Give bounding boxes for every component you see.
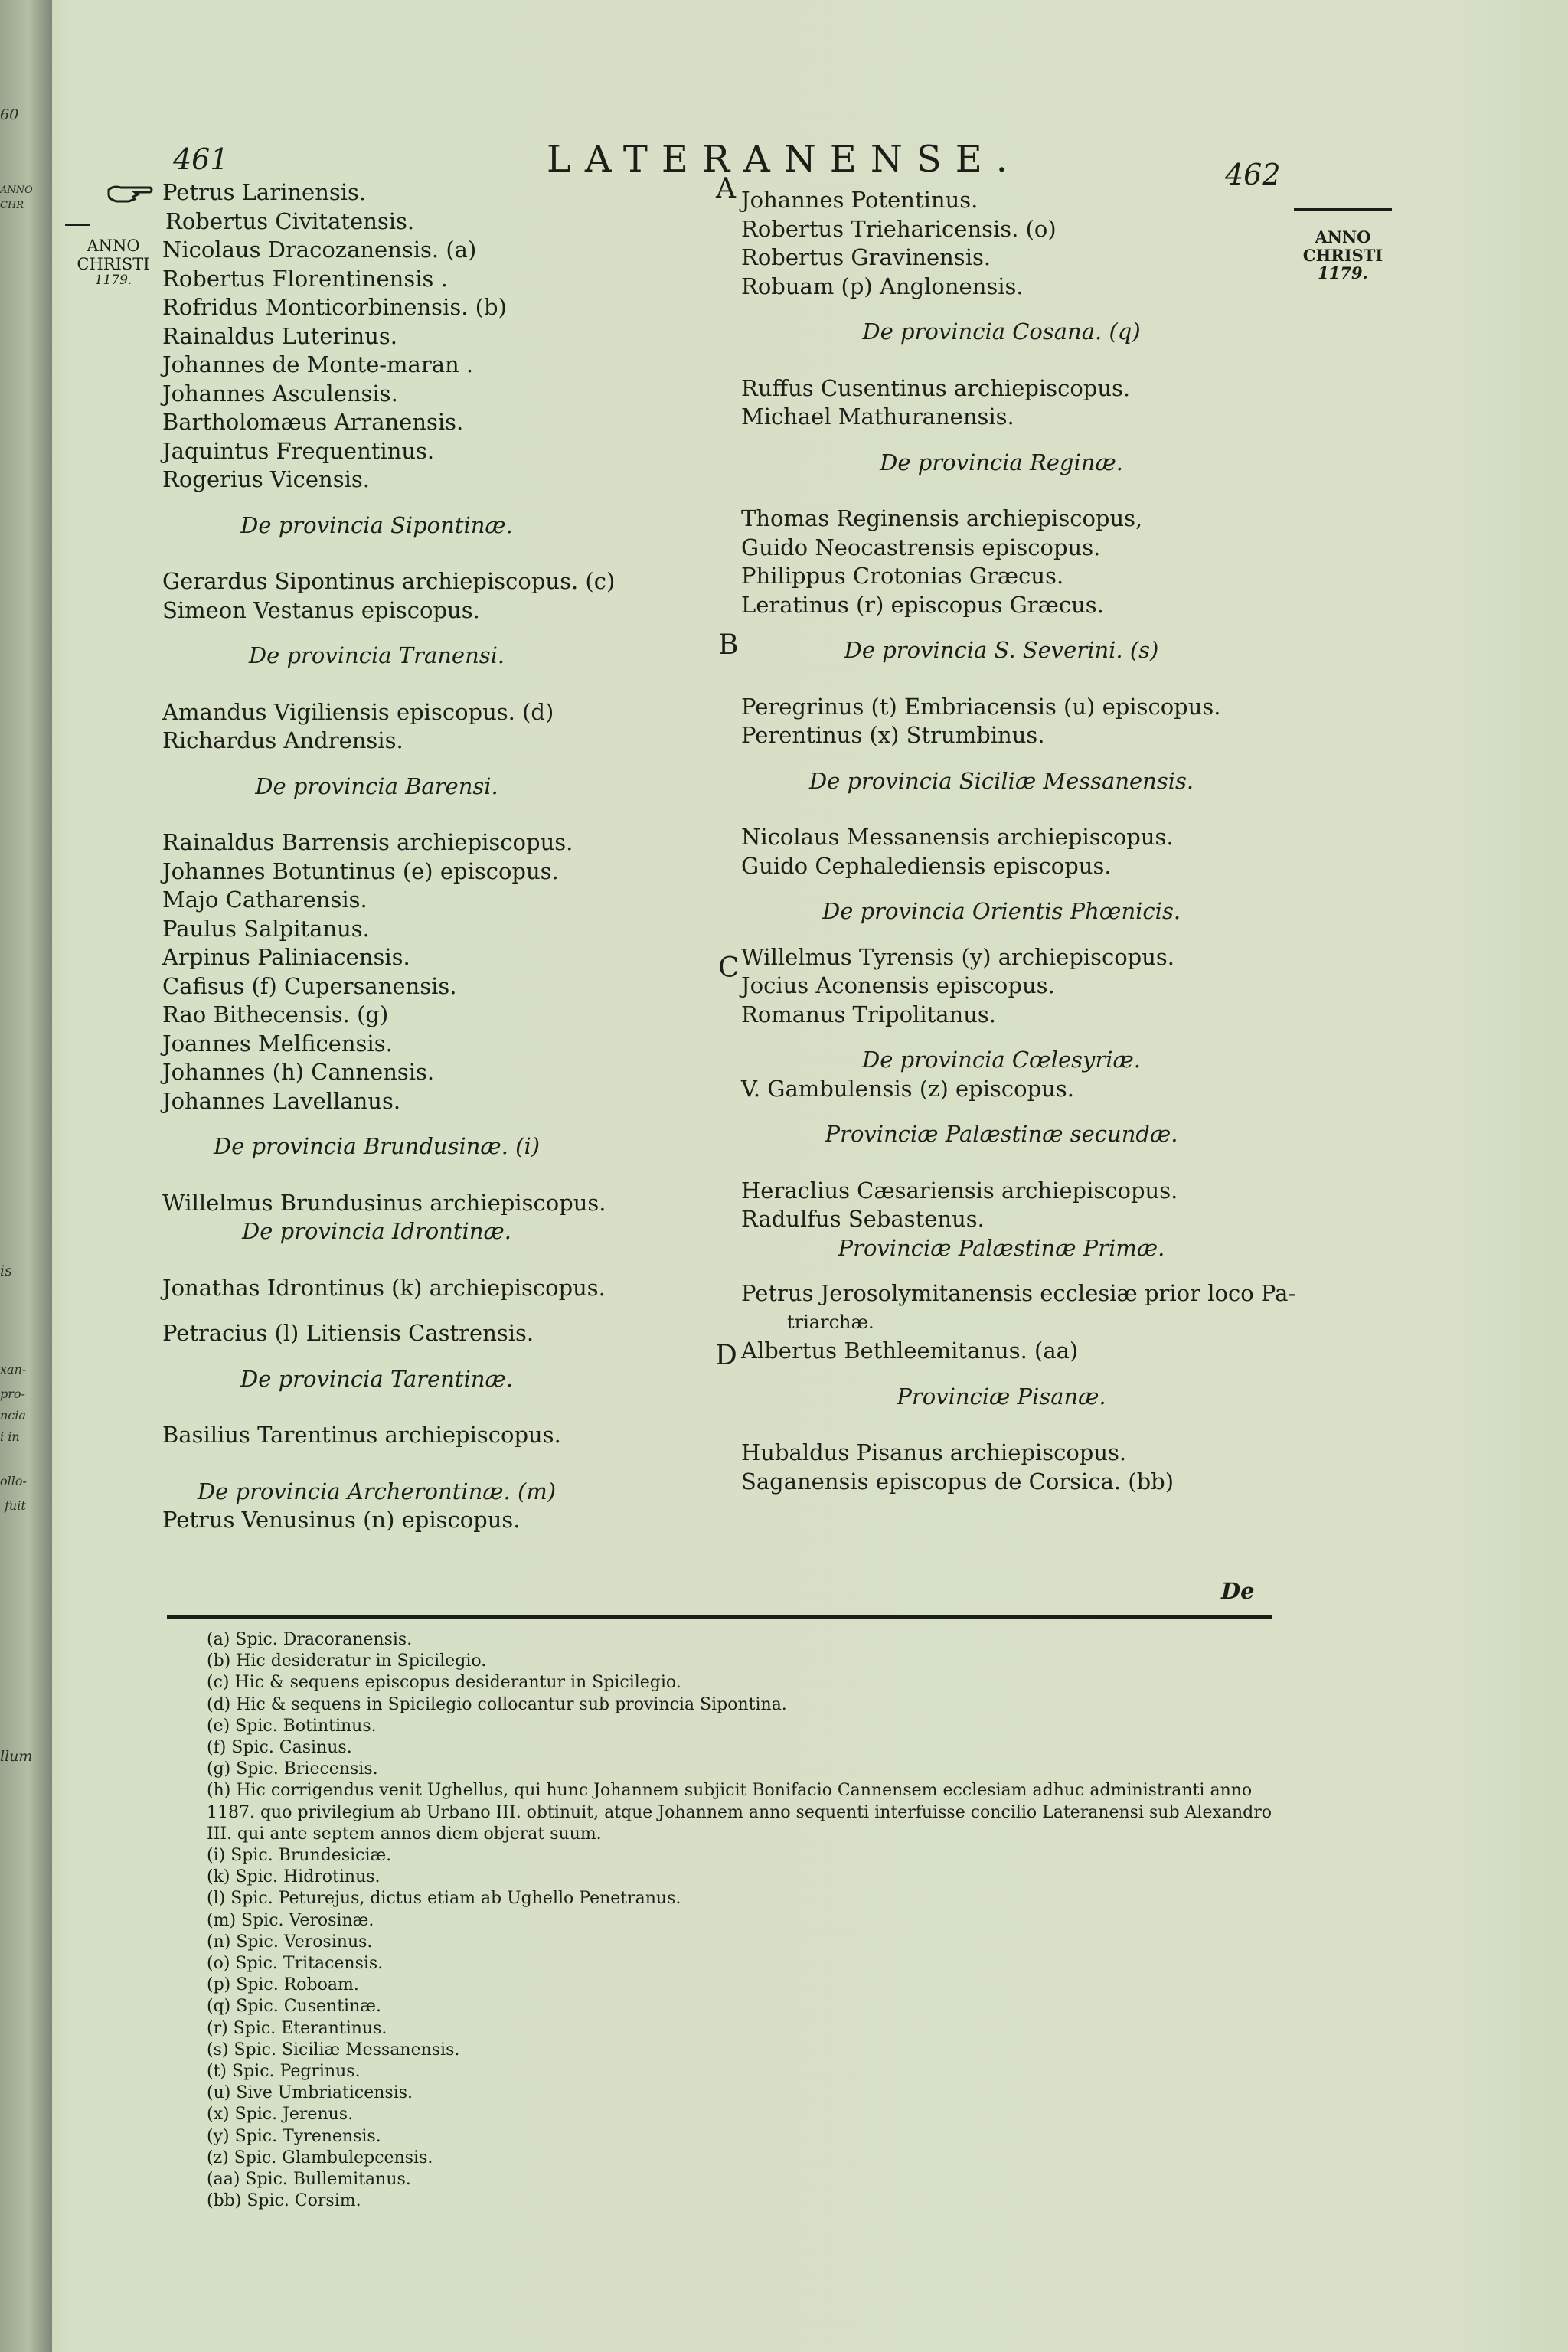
prev-page-fragment: xan- bbox=[0, 1362, 27, 1377]
section-heading: De provincia Orientis Phœnicis. bbox=[822, 898, 1181, 924]
section-heading: De provincia Barensi. bbox=[255, 773, 498, 799]
list-item: Leratinus (r) episcopus Græcus. bbox=[741, 591, 1104, 618]
year-label: 1179. bbox=[94, 273, 132, 289]
footnote: (d) Hic & sequens in Spicilegio collocantur sub provincia Sipontina. bbox=[207, 1694, 787, 1714]
list-item: Rao Bithecensis. (g) bbox=[162, 1001, 389, 1027]
section-letter-d: D bbox=[715, 1340, 737, 1371]
list-item: Basilius Tarentinus archiepiscopus. bbox=[162, 1422, 561, 1448]
list-item: triarchæ. bbox=[787, 1311, 874, 1333]
section-heading: De provincia Tarentinæ. bbox=[240, 1365, 514, 1392]
list-item: Saganensis episcopus de Corsica. (bb) bbox=[741, 1468, 1174, 1494]
footnote-divider bbox=[167, 1615, 1272, 1619]
list-item: Rofridus Monticorbinensis. (b) bbox=[162, 294, 507, 320]
list-item: Nicolaus Dracozanensis. (a) bbox=[162, 237, 477, 263]
list-item: Arpinus Paliniacensis. bbox=[162, 944, 410, 970]
list-item: Hubaldus Pisanus archiepiscopus. bbox=[741, 1439, 1127, 1465]
list-item: Johannes de Monte-maran . bbox=[162, 351, 474, 377]
catchword: De bbox=[1221, 1578, 1255, 1604]
section-heading: Provinciæ Palæstinæ Primæ. bbox=[838, 1234, 1165, 1261]
list-item: Robertus Florentinensis . bbox=[162, 265, 448, 292]
list-item: Bartholomæus Arranensis. bbox=[162, 409, 464, 435]
left-margin-year-note bbox=[67, 237, 159, 288]
list-item: Willelmus Tyrensis (y) archiepiscopus. bbox=[741, 943, 1175, 970]
list-item: Petracius (l) Litiensis Castrensis. bbox=[162, 1320, 534, 1346]
list-item: Johannes Lavellanus. bbox=[162, 1087, 401, 1114]
footnote: (i) Spic. Brundesiciæ. bbox=[207, 1846, 392, 1866]
list-item: Simeon Vestanus episcopus. bbox=[162, 596, 480, 623]
footnote: (a) Spic. Dracoranensis. bbox=[207, 1630, 413, 1649]
list-item: Guido Cephalediensis episcopus. bbox=[741, 852, 1112, 879]
section-letter-c: C bbox=[718, 952, 740, 984]
prev-page-fragment: ANNO bbox=[0, 185, 33, 196]
footnote: (k) Spic. Hidrotinus. bbox=[207, 1867, 381, 1887]
list-item: Amandus Vigiliensis episcopus. (d) bbox=[162, 698, 554, 725]
prev-page-fragment: pro- bbox=[0, 1387, 25, 1401]
right-margin-year-note bbox=[1294, 228, 1392, 283]
list-item: Romanus Tripolitanus. bbox=[741, 1001, 996, 1027]
list-item: Ruffus Cusentinus archiepiscopus. bbox=[741, 374, 1131, 401]
section-heading: De provincia Archerontinæ. (m) bbox=[197, 1478, 557, 1504]
footnote: (e) Spic. Botintinus. bbox=[207, 1716, 377, 1736]
list-item: Rainaldus Barrensis archiepiscopus. bbox=[162, 829, 573, 855]
prev-page-fragment: CHR bbox=[0, 200, 24, 211]
prev-page-fragment: ncia bbox=[0, 1408, 26, 1423]
right-column bbox=[741, 186, 1296, 1496]
footnote: (r) Spic. Eterantinus. bbox=[207, 2018, 387, 2038]
section-heading: De provincia Tranensi. bbox=[248, 642, 505, 668]
anno-label: ANNO bbox=[1315, 227, 1371, 247]
list-item: Johannes Potentinus. bbox=[741, 187, 978, 213]
list-item: Richardus Andrensis. bbox=[162, 727, 403, 753]
list-item: Johannes Botuntinus (e) episcopus. bbox=[162, 858, 559, 884]
left-column bbox=[162, 178, 714, 1535]
section-letter-a: A bbox=[716, 173, 736, 204]
christi-label: CHRISTI bbox=[1302, 245, 1383, 265]
list-item: Peregrinus (t) Embriacensis (u) episcopus. bbox=[741, 693, 1221, 720]
prev-page-fragment: ollo- bbox=[0, 1474, 27, 1488]
christi-label: CHRISTI bbox=[77, 254, 150, 273]
footnote: (z) Spic. Glambulepcensis. bbox=[207, 2148, 433, 2167]
list-item: Joannes Melficensis. bbox=[162, 1030, 393, 1057]
list-item: Gerardus Sipontinus archiepiscopus. (c) bbox=[162, 568, 616, 594]
section-heading: De provincia Reginæ. bbox=[880, 449, 1123, 475]
previous-page-edge bbox=[0, 0, 52, 2352]
list-item: Petrus Jerosolymitanensis ecclesiæ prior loco Pa- bbox=[741, 1280, 1296, 1306]
list-item: Jocius Aconensis episcopus. bbox=[741, 972, 1055, 998]
section-heading: De provincia Idrontinæ. bbox=[242, 1218, 511, 1244]
list-item: Albertus Bethleemitanus. (aa) bbox=[741, 1338, 1079, 1364]
list-item: Nicolaus Messanensis archiepiscopus. bbox=[741, 824, 1174, 850]
list-item: Rainaldus Luterinus. bbox=[162, 322, 397, 349]
list-item: Paulus Salpitanus. bbox=[162, 915, 370, 942]
list-item: Petrus Venusinus (n) episcopus. bbox=[162, 1507, 521, 1533]
footnote: (bb) Spic. Corsim. bbox=[207, 2191, 361, 2211]
list-item: Jaquintus Frequentinus. bbox=[162, 437, 435, 464]
right-page-number: 462 bbox=[1225, 158, 1281, 191]
section-heading: De provincia Cosana. (q) bbox=[862, 318, 1141, 345]
footnote: (f) Spic. Casinus. bbox=[207, 1738, 352, 1758]
section-heading: Provinciæ Palæstinæ secundæ. bbox=[825, 1121, 1178, 1147]
footnote: (u) Sive Umbriaticensis. bbox=[207, 2083, 413, 2103]
prev-page-fragment: i in bbox=[0, 1429, 20, 1444]
footnote: (b) Hic desideratur in Spicilegio. bbox=[207, 1651, 487, 1671]
prev-page-fragment: is bbox=[0, 1263, 12, 1279]
footnote: (y) Spic. Tyrenensis. bbox=[207, 2126, 381, 2146]
section-heading: Provinciæ Pisanæ. bbox=[897, 1383, 1106, 1410]
footnote: (o) Spic. Tritacensis. bbox=[207, 1954, 384, 1974]
list-item: Willelmus Brundusinus archiepiscopus. bbox=[162, 1189, 606, 1216]
left-margin-dash bbox=[65, 224, 90, 226]
list-item: Michael Mathuranensis. bbox=[741, 403, 1014, 430]
list-item: Robertus Civitatensis. bbox=[165, 207, 415, 234]
footnote: (h) Hic corrigendus venit Ughellus, qui hunc Johannem subjicit Bonifacio Cannensem ecclesiam adhuc administranti anno 1187. quo privilegium ab Urbano III. obtinuit, atque Johannem anno sequenti interfuisse concilio Lateranensi sub Alexandro III. qui ante septem annos diem objerat suum. bbox=[207, 1781, 1272, 1844]
pointing-hand-icon bbox=[107, 184, 155, 204]
year-label: 1179. bbox=[1318, 263, 1368, 283]
list-item: Rogerius Vicensis. bbox=[162, 466, 370, 492]
list-item: V. Gambulensis (z) episcopus. bbox=[741, 1075, 1074, 1102]
footnote: (n) Spic. Verosinus. bbox=[207, 1932, 373, 1952]
footnote: (aa) Spic. Bullemitanus. bbox=[207, 2170, 411, 2190]
anno-label: ANNO bbox=[87, 237, 140, 255]
footnote: (c) Hic & sequens episcopus desiderantur in Spicilegio. bbox=[207, 1673, 681, 1693]
section-heading: De provincia Brundusinæ. (i) bbox=[213, 1133, 541, 1159]
list-item: Robuam (p) Anglonensis. bbox=[741, 273, 1024, 299]
list-item: Johannes (h) Cannensis. bbox=[162, 1059, 435, 1085]
footnote: (g) Spic. Briecensis. bbox=[207, 1759, 378, 1779]
prev-page-fragment: 60 bbox=[0, 106, 19, 123]
section-letter-b: B bbox=[718, 629, 739, 661]
list-item: Thomas Reginensis archiepiscopus, bbox=[741, 505, 1143, 531]
footnote: (s) Spic. Siciliæ Messanensis. bbox=[207, 2040, 460, 2060]
section-heading: De provincia Siciliæ Messanensis. bbox=[808, 767, 1194, 794]
footnotes bbox=[184, 1629, 1302, 2212]
list-item: Robertus Trieharicensis. (o) bbox=[741, 215, 1057, 242]
footnote: (l) Spic. Peturejus, dictus etiam ab Ughello Penetranus. bbox=[207, 1889, 681, 1909]
section-heading: De provincia Cœlesyriæ. bbox=[861, 1047, 1142, 1073]
footnote: (p) Spic. Roboam. bbox=[207, 1975, 359, 1995]
page-title: LATERANENSE. bbox=[547, 138, 1021, 181]
list-item: Majo Catharensis. bbox=[162, 887, 368, 913]
list-item: Heraclius Cæsariensis archiepiscopus. bbox=[741, 1177, 1178, 1204]
list-item: Johannes Asculensis. bbox=[162, 380, 398, 407]
list-item: Radulfus Sebastenus. bbox=[741, 1206, 985, 1232]
section-heading: De provincia Sipontinæ. bbox=[240, 511, 513, 538]
footnote: (t) Spic. Pegrinus. bbox=[207, 2062, 361, 2082]
list-item: Robertus Gravinensis. bbox=[741, 244, 991, 270]
footnote: (x) Spic. Jerenus. bbox=[207, 2105, 354, 2125]
section-heading: De provincia S. Severini. (s) bbox=[844, 637, 1159, 663]
list-item: Petrus Larinensis. bbox=[162, 179, 367, 205]
list-item: Perentinus (x) Strumbinus. bbox=[741, 722, 1045, 748]
footnote: (q) Spic. Cusentinæ. bbox=[207, 1997, 381, 2017]
list-item: Guido Neocastrensis episcopus. bbox=[741, 534, 1101, 560]
left-page-number: 461 bbox=[173, 142, 229, 176]
list-item: Cafisus (f) Cupersanensis. bbox=[162, 972, 457, 999]
prev-page-fragment: llum bbox=[0, 1748, 33, 1765]
right-margin-rule bbox=[1294, 208, 1392, 211]
list-item: Jonathas Idrontinus (k) archiepiscopus. bbox=[162, 1274, 606, 1301]
list-item: Philippus Crotonias Græcus. bbox=[741, 563, 1064, 589]
footnote: (m) Spic. Verosinæ. bbox=[207, 1910, 374, 1930]
prev-page-fragment: fuit bbox=[5, 1498, 26, 1513]
